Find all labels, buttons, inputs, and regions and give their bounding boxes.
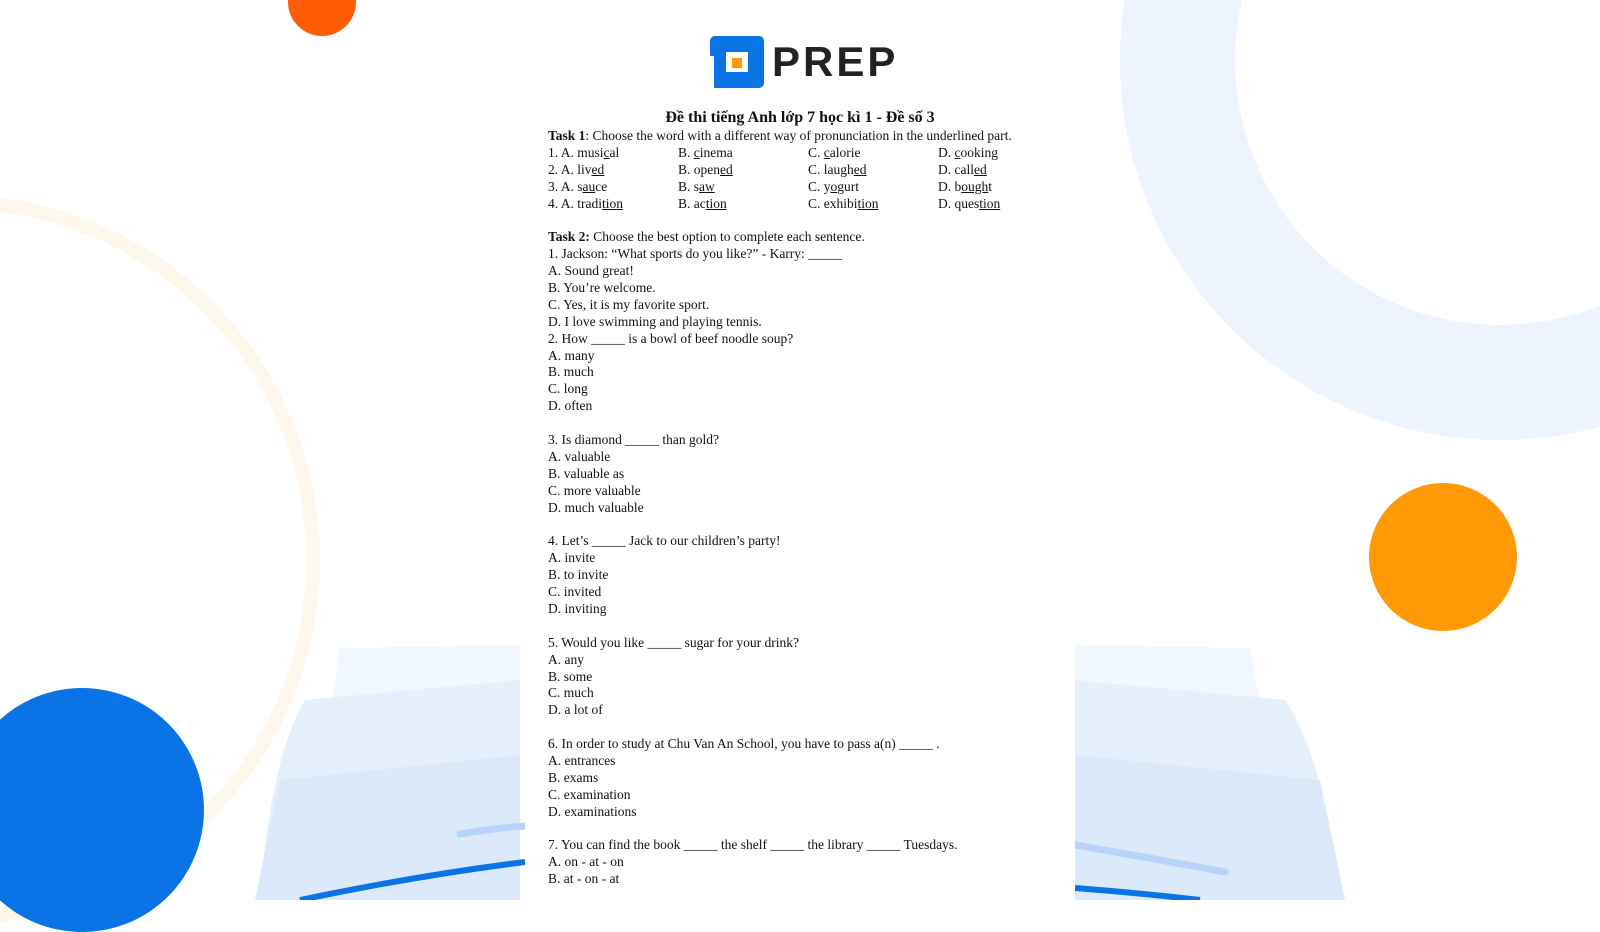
task1-option <box>938 179 1068 196</box>
option-text: D. <box>938 195 955 211</box>
document-title: Đề thi tiếng Anh lớp 7 học kì 1 - Đề số 3 <box>665 109 935 126</box>
option-text: C. <box>808 178 824 194</box>
question-text: 3. Is diamond _____ than gold? <box>548 432 719 448</box>
option-text: C. <box>808 195 824 211</box>
task2-heading <box>548 229 1068 246</box>
spacer <box>548 618 1068 635</box>
answer-option: B. at - on - at <box>548 871 620 887</box>
task1-option <box>548 145 678 162</box>
task2-label: Task 2: <box>548 229 590 245</box>
option-text: B. <box>678 178 694 194</box>
option-text: exhibi <box>823 195 858 211</box>
answer-option: A. Sound great! <box>548 263 634 279</box>
answer-option: B. some <box>548 668 593 684</box>
prep-logo-icon <box>710 36 764 88</box>
answer-option: A. valuable <box>548 448 611 464</box>
answer-option: D. often <box>548 398 593 414</box>
underlined-part: tion <box>602 195 624 211</box>
task1-option <box>808 162 938 179</box>
option-text: C. <box>808 161 824 177</box>
task1-row <box>548 196 1068 213</box>
underlined-part: ed <box>720 161 733 177</box>
underlined-part: aw <box>699 178 715 194</box>
task2-questions <box>548 246 1068 888</box>
answer-option: C. more valuable <box>548 482 641 498</box>
option-text: s <box>577 178 583 194</box>
answer-option: A. entrances <box>548 752 616 768</box>
underlined-part: ed <box>974 161 987 177</box>
option-text: ooking <box>960 144 999 160</box>
task1-options <box>548 145 1068 213</box>
underlined-part: c <box>603 144 610 160</box>
underlined-part: tion <box>979 195 1001 211</box>
underlined-part: c <box>823 144 830 160</box>
spacer <box>548 516 1068 533</box>
option-text: 1. A. <box>548 144 578 160</box>
underlined-part: tion <box>705 195 727 211</box>
spacer <box>548 415 1068 432</box>
task1-row <box>548 145 1068 162</box>
option-text: D. <box>938 178 955 194</box>
answer-option: D. examinations <box>548 803 637 819</box>
option-text: open <box>693 161 721 177</box>
task1-option <box>678 145 808 162</box>
answer-option: B. to invite <box>548 567 609 583</box>
question-text: 7. You can find the book _____ the shelf _____ the library _____ Tuesdays. <box>548 837 958 853</box>
question-text: 1. Jackson: “What sports do you like?” - Karry: _____ <box>548 246 842 262</box>
option-text: B. <box>678 195 694 211</box>
option-text: D. <box>938 144 955 160</box>
task1-option <box>808 145 938 162</box>
option-text: liv <box>577 161 592 177</box>
option-text: gurt <box>837 178 860 194</box>
task1-option <box>938 196 1068 213</box>
task2-instruction: Choose the best option to complete each sentence. <box>589 229 865 245</box>
prep-logo <box>710 36 898 88</box>
document-sheet <box>525 0 1075 900</box>
task1-option <box>548 179 678 196</box>
task1-instruction: : Choose the word with a different way of pronunciation in the underlined part. <box>585 128 1012 143</box>
underlined-part: ed <box>853 161 867 177</box>
task1-option <box>548 162 678 179</box>
task1-heading <box>548 128 1068 145</box>
option-text: musi <box>577 144 604 160</box>
question-text: 4. Let’s _____ Jack to our children’s party! <box>548 533 781 549</box>
option-text: inema <box>699 144 733 160</box>
option-text: call <box>954 161 974 177</box>
answer-option: A. many <box>548 347 595 363</box>
option-text: ac <box>693 195 706 211</box>
answer-option: C. invited <box>548 584 602 600</box>
underlined-part: o <box>830 178 838 194</box>
prep-logo-text: PREP <box>772 38 899 85</box>
task1-option <box>808 196 938 213</box>
task1-option <box>678 196 808 213</box>
option-text: 4. A. <box>548 195 578 211</box>
document-content <box>548 128 1068 888</box>
option-text: ques <box>954 195 980 211</box>
task1-option <box>808 179 938 196</box>
spacer <box>548 719 1068 736</box>
option-text: b <box>954 178 962 194</box>
underlined-part: c <box>954 144 961 160</box>
option-text: 3. A. <box>548 178 578 194</box>
task1-option <box>548 196 678 213</box>
underlined-part: c <box>693 144 700 160</box>
option-text: B. <box>678 161 694 177</box>
question-text: 6. In order to study at Chu Van An School, you have to pass a(n) _____ . <box>548 736 940 752</box>
option-text: laugh <box>823 161 854 177</box>
answer-option: C. long <box>548 381 588 397</box>
answer-option: B. exams <box>548 769 599 785</box>
option-text: al <box>609 144 620 160</box>
task1-option <box>938 145 1068 162</box>
answer-option: C. much <box>548 685 594 701</box>
question-text: 2. How _____ is a bowl of beef noodle soup? <box>548 330 794 346</box>
spacer <box>548 821 1068 838</box>
task1-row <box>548 162 1068 179</box>
task1-row <box>548 179 1068 196</box>
underlined-part: tion <box>857 195 879 211</box>
answer-option: C. examination <box>548 786 631 802</box>
spacer <box>548 212 1068 229</box>
answer-option: D. inviting <box>548 600 607 616</box>
task1-option <box>678 162 808 179</box>
option-text: C. <box>808 144 824 160</box>
answer-option: D. I love swimming and playing tennis. <box>548 313 762 329</box>
option-text: ce <box>595 178 608 194</box>
option-text: tradi <box>577 195 603 211</box>
answer-option: D. much valuable <box>548 499 644 515</box>
answer-option: A. on - at - on <box>548 854 624 870</box>
underlined-part: au <box>582 178 596 194</box>
option-text: s <box>693 178 700 194</box>
option-text: D. <box>938 161 955 177</box>
answer-option: A. any <box>548 651 584 667</box>
question-text: 5. Would you like _____ sugar for your drink? <box>548 634 800 650</box>
answer-option: D. a lot of <box>548 702 603 718</box>
answer-option: B. much <box>548 364 594 380</box>
underlined-part: ed <box>591 161 605 177</box>
answer-option: B. You’re welcome. <box>548 280 656 296</box>
answer-option: A. invite <box>548 550 596 566</box>
underlined-part: ough <box>961 178 989 194</box>
option-text: alorie <box>829 144 861 160</box>
task1-label: Task 1 <box>548 128 586 143</box>
option-text: y <box>823 178 831 194</box>
answer-option: B. valuable as <box>548 465 625 481</box>
task1-option <box>938 162 1068 179</box>
option-text: B. <box>678 144 694 160</box>
task1-option <box>678 179 808 196</box>
option-text: 2. A. <box>548 161 578 177</box>
option-text: t <box>988 178 993 194</box>
answer-option: C. Yes, it is my favorite sport. <box>548 296 710 312</box>
